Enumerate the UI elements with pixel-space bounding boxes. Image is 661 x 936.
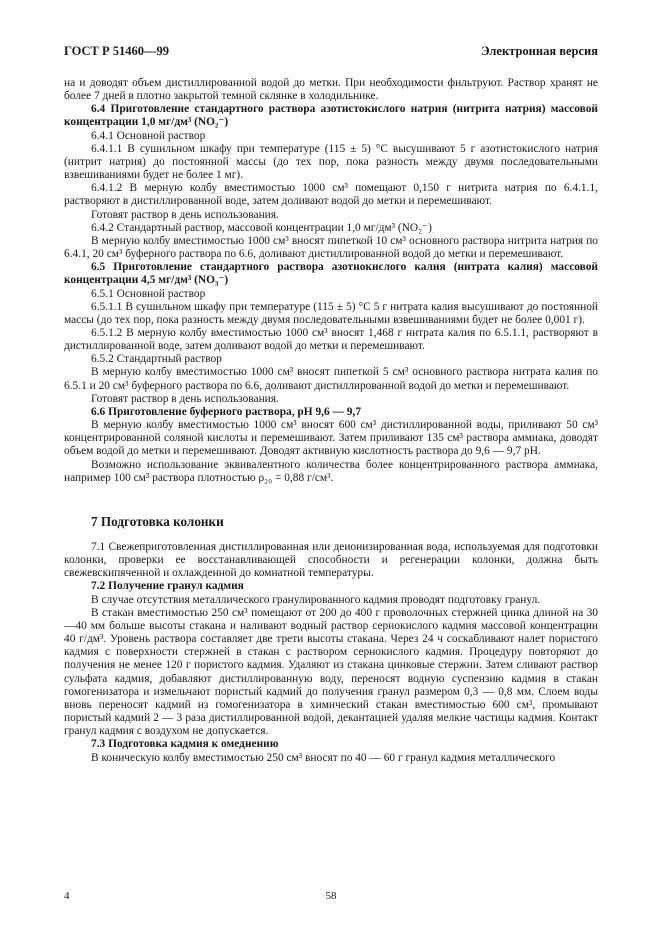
page-number: 58 [325, 890, 337, 902]
paragraph: на и доводят объем дистиллированной водой до метки. При необходимости фильтруют. Раствор хранят не более 7 дней в плотно закрытой темной склянке в холодильнике. [64, 77, 598, 103]
paragraph: В мерную колбу вместимостью 1000 см³ вносят пипеткой 10 см³ основного раствора нитрита натрия по 6.4.1, 20 см³ буферного раствора по 6.6, доливают дистиллированной водой до метки и перемешивают. [64, 234, 598, 261]
paragraph: 6.4.2 Стандартный раствор, массовой концентрации 1,0 мг/дм³ (NO₂⁻) [91, 221, 432, 234]
version-label: Электронная версия [481, 44, 598, 58]
paragraph: 6.5.1.2 В мерную колбу вместимостью 1000 см³ вносят 1,468 г нитрата калия по 6.5.1.1, растворяют в дистиллированной воде, затем доливают водой до метки и перемешивают. [64, 326, 598, 353]
paragraph: Возможно использование эквивалентного количества более концентрированного раствора аммиака, например 100 см³ раствора плотностью ρ₂₀ = 0,88 г/см³. [64, 458, 598, 484]
paragraph: 7.1 Свежеприготовленная дистиллированная или деионизированная вода, используемая для подготовки колонки, проверки ее восстанавливающей способности и регенерации колонки, должна быть свежевскипяченной и охлажденной до комнатной температуры. [64, 541, 598, 580]
page-header [64, 44, 598, 59]
paragraph: 6.4.1 Основной раствор [91, 129, 206, 142]
paragraph: В коническую колбу вместимостью 250 см³ вносят по 40 — 60 г гранул кадмия металлического [91, 751, 556, 764]
footer-left-number: 4 [64, 890, 70, 902]
paragraph: 6.5.1 Основной раствор [91, 287, 206, 300]
paragraph: Готовят раствор в день использования. [91, 208, 279, 221]
standard-code: ГОСТ Р 51460—99 [64, 44, 170, 58]
document-body [64, 77, 598, 765]
page-footer [64, 890, 598, 904]
paragraph: Готовят раствор в день использования. [91, 392, 279, 405]
subsection-heading: 6.6 Приготовление буферного раствора, pH 9,6 — 9,7 [91, 405, 362, 418]
paragraph: В мерную колбу вместимостью 1000 см³ вносят 600 см³ дистиллированной воды, приливают 50 см³ концентрированной соляной кислоты и перемешивают. Затем приливают 135 см³ раствора аммиака, доводят объем водой до метки и перемешивают. Доводят активную кислотность раствора до 9,6 — 9,7 pH. [64, 419, 598, 458]
paragraph: 6.4.1.1 В сушильном шкафу при температуре (115 ± 5) °С высушивают 5 г азотистокислого натрия (нитрит натрия) до постоянной массы (до тех пор, пока разность между двумя последовательными взвешиваниями будет не более 1 мг). [64, 142, 598, 182]
paragraph: 6.5.1.1 В сушильном шкафу при температуре (115 ± 5) °С 5 г нитрата калия высушивают до постоянной массы (до тех пор, пока разность между двумя последовательными взвешиваниями будет не более 0,001 г). [64, 300, 598, 326]
paragraph: В стакан вместимостью 250 см³ помещают от 200 до 400 г проволочных стержней цинка длиной на 30—40 мм больше высоты стакана и наливают водный раствор сернокислого кадмия массовой концентрации 40 г/дм³. Уровень раствора составляет две трети высоты стакана. Через 24 ч соскабливают налет пористого кадмия с поверхности стержней в стакан с раствором сернокислого кадмия. Процедуру повторяют до получения не менее 120 г пористого кадмия. Удаляют из стакана цинковые стержни. Затем сливают раствор сульфата кадмия, добавляют дистиллированную воду, переносят водную суспензию кадмия в стакан гомогенизатора и измельчают пористый кадмий до получения гранул размером 0,3 — 0,8 мм. Слоем воды вновь переносят кадмий из гомогенизатора в химический стакан вместимостью 600 см³, промывают пористый кадмий 2 — 3 раза дистиллированной водой, декантацией удаляя мелкие частицы кадмия. Контакт гранул кадмия с воздухом не допускается. [64, 606, 598, 738]
subsection-heading: 7.2 Получение гранул кадмия [91, 580, 244, 593]
subsection-heading: 6.4 Приготовление стандартного раствора азотистокислого натрия (нитрита натрия) массовой концентрации 1,0 мг/дм³ (NO₂⁻) [64, 103, 598, 129]
paragraph: В случае отсутствия металлического гранулированного кадмия проводят подготовку гранул. [91, 593, 541, 606]
section-heading: 7 Подготовка колонки [91, 513, 224, 529]
subsection-heading: 7.3 Подготовка кадмия к омеднению [91, 738, 279, 751]
paragraph: 6.4.1.2 В мерную колбу вместимостью 1000 см³ помещают 0,150 г нитрита натрия по 6.4.1.1, растворяют в дистиллированной воде, затем доливают водой до метки и перемешивают. [64, 182, 598, 208]
paragraph: 6.5.2 Стандартный раствор [91, 353, 222, 366]
subsection-heading: 6.5 Приготовление стандартного раствора азотнокислого калия (нитрата калия) массовой концентрации 4,5 мг/дм³ (NO₃⁻) [64, 261, 598, 287]
paragraph: В мерную колбу вместимостью 1000 см³ вносят пипеткой 5 см³ основного раствора нитрата калия по 6.5.1 и 20 см³ буферного раствора по 6.6, доливают дистиллированной водой до метки и перемешивают. [64, 366, 598, 392]
